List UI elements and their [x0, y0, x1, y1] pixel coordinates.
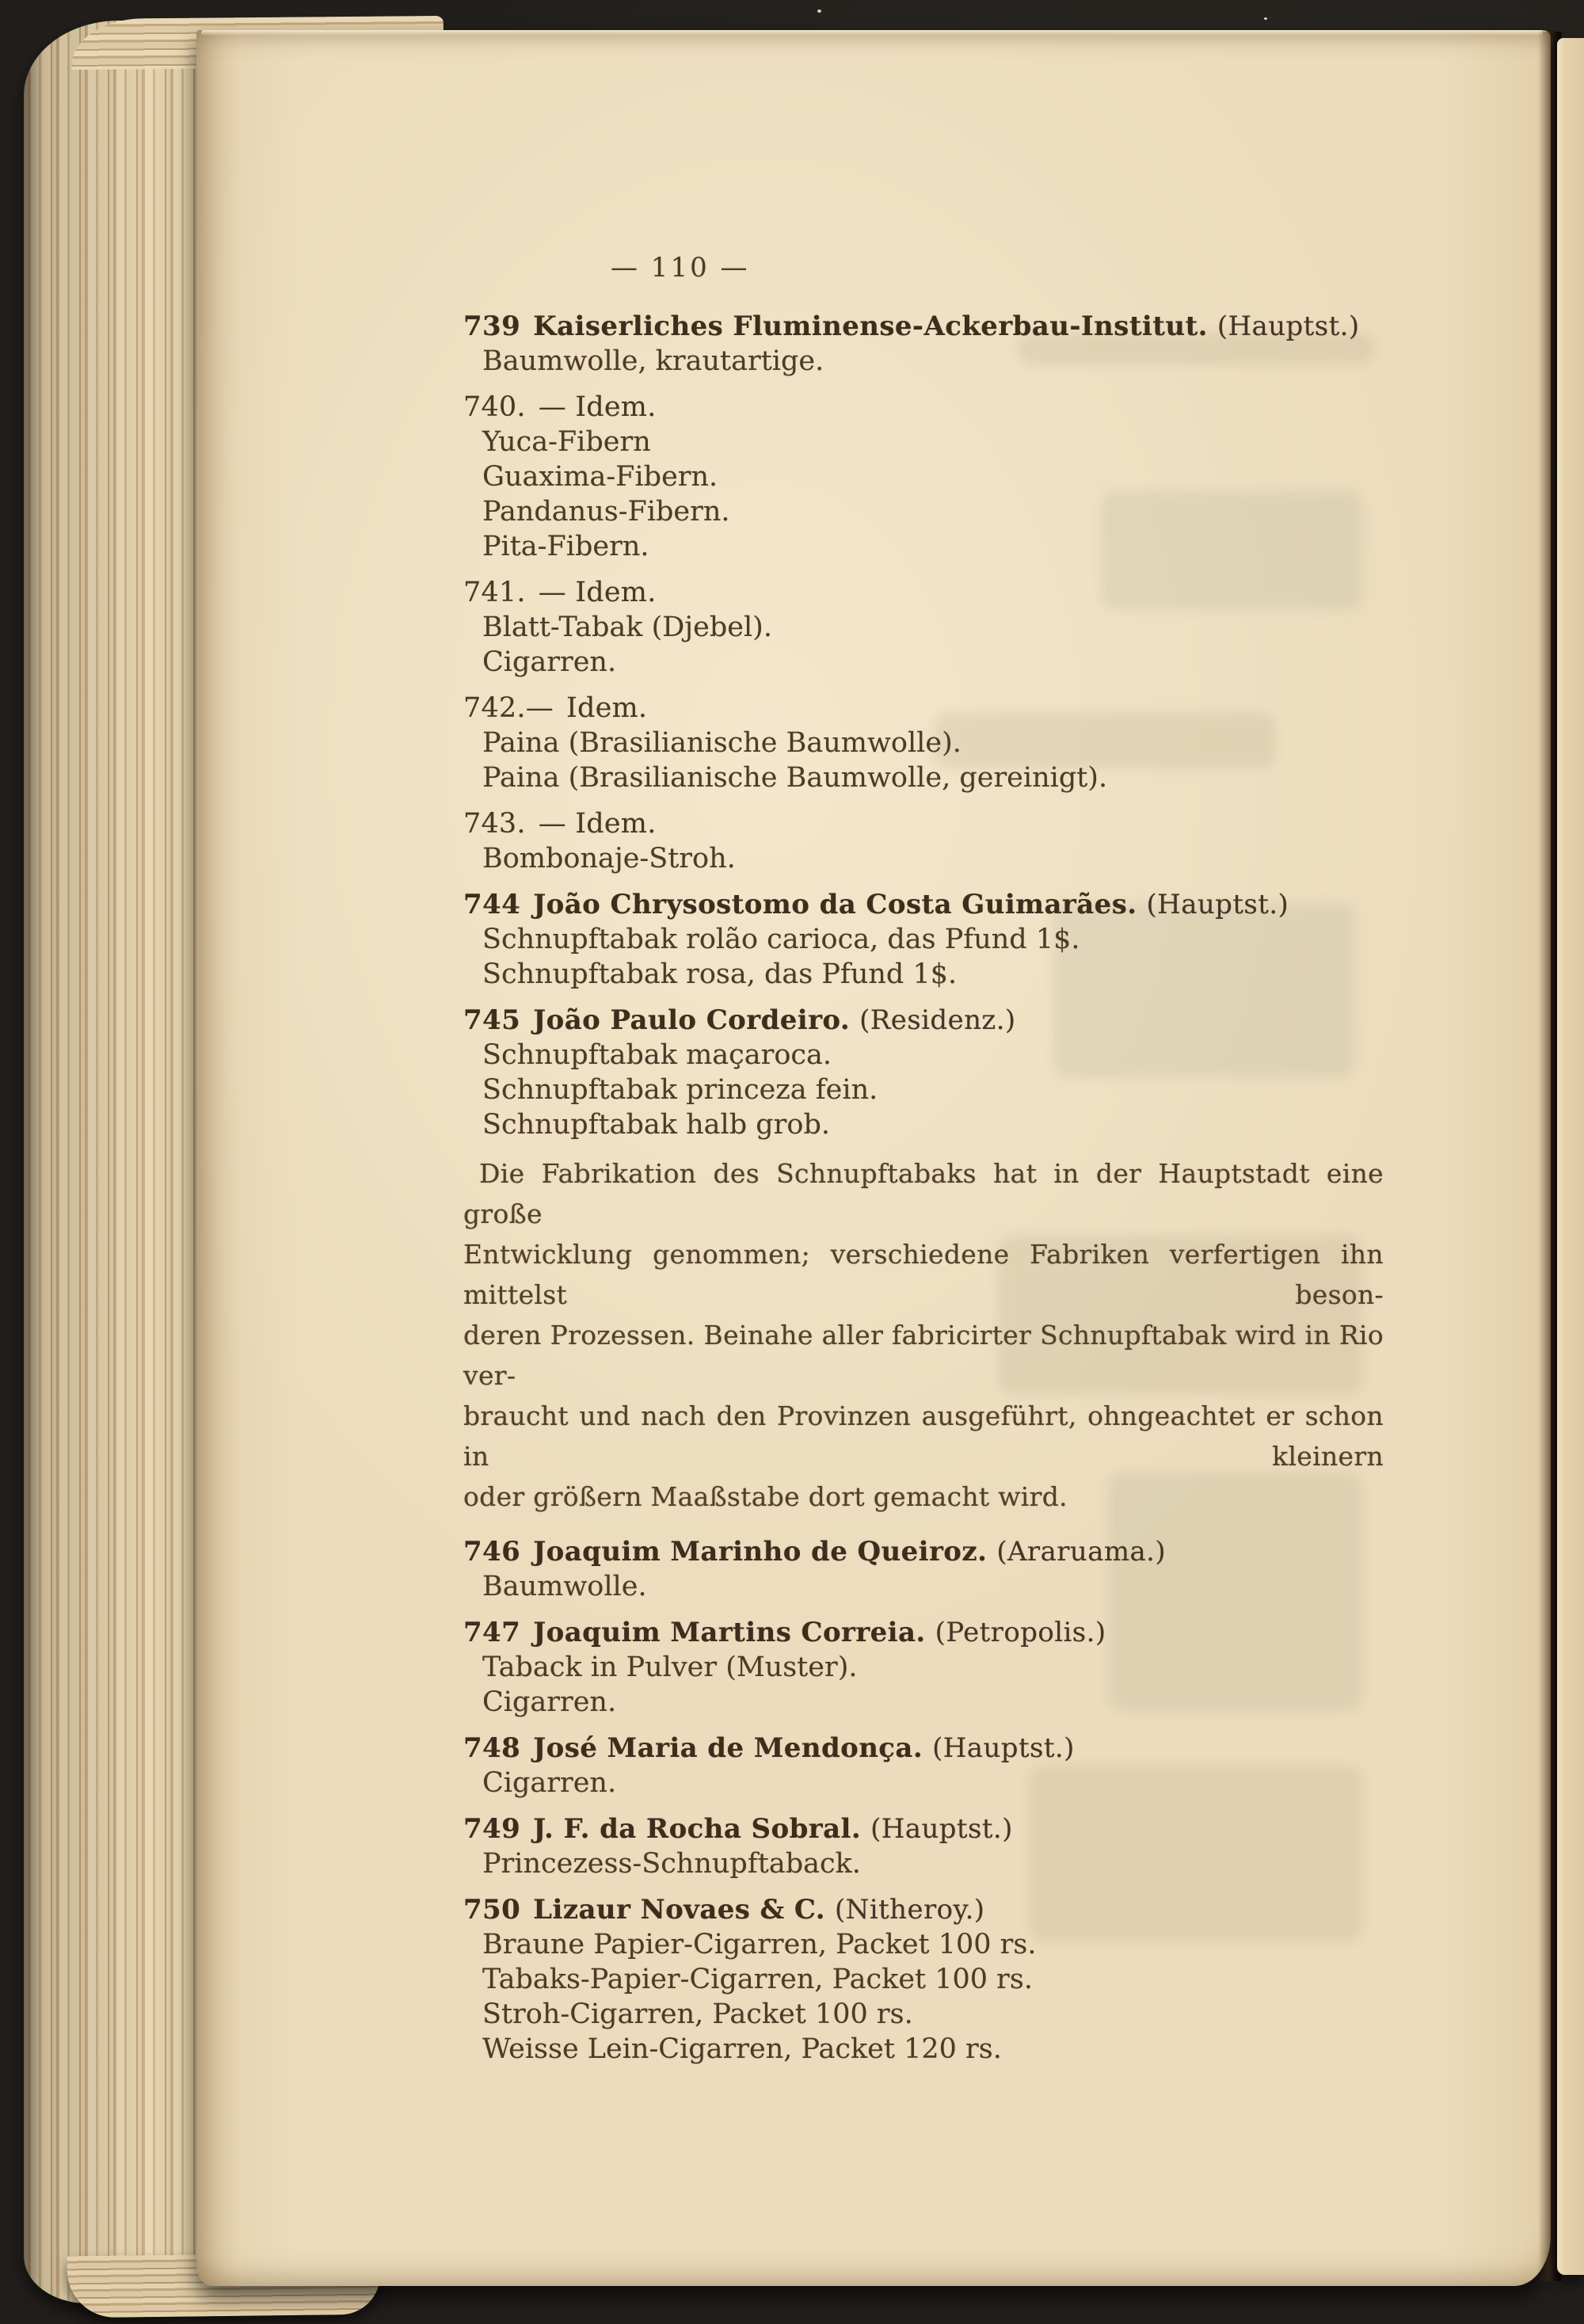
catalog-entry — [463, 806, 1384, 876]
exhibitor-location: (Residenz.) — [859, 1004, 1016, 1036]
entry-item: Braune Papier-Cigarren, Packet 100 rs. — [482, 1929, 1037, 1960]
exhibitor-name: João Chrysostomo da Costa Guimarães. — [533, 889, 1137, 920]
note-line: braucht und nach den Provinzen ausgeführt, ohngeachtet er schon in kleinern — [463, 1400, 1384, 1472]
entry-heading — [463, 806, 1384, 841]
entry-items — [463, 1038, 1384, 1142]
exhibitor-location: (Araruama.) — [996, 1536, 1167, 1568]
entry-number: 745 — [463, 1004, 521, 1036]
entry-heading — [463, 691, 1384, 726]
catalog-entry — [463, 691, 1384, 795]
entry-items — [463, 922, 1384, 992]
entry-item: Tabaks-Papier-Cigarren, Packet 100 rs. — [482, 1964, 1033, 1995]
entry-item: Schnupftabak rolão carioca, das Pfund 1$. — [482, 924, 1080, 955]
catalog-entry — [463, 309, 1384, 379]
entry-item: Stroh-Cigarren, Packet 100 rs. — [482, 1998, 913, 2030]
exhibitor-location: (Hauptst.) — [870, 1813, 1013, 1845]
entry-number: 749 — [463, 1813, 521, 1845]
next-page-edge — [1557, 38, 1584, 2275]
entry-items — [463, 841, 1384, 876]
page-text-block — [463, 252, 1384, 2078]
entry-item: Princezess-Schnupftaback. — [482, 1848, 861, 1880]
note-line: oder größern Maaßstabe dort gemacht wird. — [463, 1481, 1068, 1512]
entry-item: Pandanus-Fibern. — [482, 496, 730, 528]
entry-heading — [463, 1615, 1384, 1650]
entry-heading — [463, 390, 1384, 425]
entry-item: Cigarren. — [482, 646, 617, 678]
entry-item: Paina (Brasilianische Baumwolle). — [482, 727, 961, 759]
exhibitor-name: João Paulo Cordeiro. — [533, 1004, 851, 1036]
entry-items — [463, 1650, 1384, 1720]
entry-item: Weisse Lein-Cigarren, Packet 120 rs. — [482, 2033, 1002, 2065]
entry-items — [463, 1569, 1384, 1604]
entry-item: Baumwolle. — [482, 1571, 647, 1602]
entry-item: Baumwolle, krautartige. — [482, 345, 824, 377]
entry-number: 740. — [463, 391, 526, 423]
exhibitor-name: Idem. — [565, 692, 648, 724]
dust-speck — [1264, 17, 1267, 20]
catalog-entry — [463, 1534, 1384, 1604]
exhibitor-name: — Idem. — [538, 808, 657, 840]
entry-item: Paina (Brasilianische Baumwolle, gereinigt). — [482, 762, 1108, 794]
entry-heading — [463, 1892, 1384, 1927]
entry-number: 744 — [463, 889, 521, 920]
exhibitor-location: (Hauptst.) — [1217, 311, 1360, 342]
entry-heading — [463, 1534, 1384, 1569]
exhibitor-name: Kaiserliches Fluminense-Ackerbau-Institut. — [533, 311, 1208, 342]
page-number: — 110 — — [611, 252, 750, 284]
exhibitor-name: Lizaur Novaes & C. — [533, 1894, 825, 1926]
entry-number: 739 — [463, 311, 521, 342]
entry-number: 750 — [463, 1894, 521, 1926]
entry-number: 743. — [463, 808, 526, 840]
entry-item: Guaxima-Fibern. — [482, 461, 718, 493]
entry-item: Schnupftabak maçaroca. — [482, 1039, 832, 1071]
editorial-note — [463, 1153, 1384, 1517]
entry-item: Yuca-Fibern — [482, 426, 651, 458]
exhibitor-location: (Nitheroy.) — [835, 1894, 985, 1926]
exhibitor-name: Joaquim Martins Correia. — [533, 1617, 926, 1648]
dust-speck — [817, 10, 821, 13]
entry-number: 747 — [463, 1617, 521, 1648]
entry-items — [463, 1846, 1384, 1881]
note-line: deren Prozessen. Beinahe aller fabricirter Schnupftabak wird in Rio ver- — [463, 1320, 1384, 1391]
entry-item: Schnupftabak rosa, das Pfund 1$. — [482, 958, 958, 990]
entry-number: 748 — [463, 1732, 521, 1764]
entry-items — [463, 344, 1384, 379]
entry-item: Schnupftabak princeza fein. — [482, 1074, 878, 1106]
catalog-entry — [463, 1003, 1384, 1142]
note-line: Die Fabrikation des Schnupftabaks hat in der Hauptstadt eine große — [463, 1158, 1384, 1229]
exhibitor-name: — Idem. — [538, 577, 657, 608]
entry-items — [463, 1927, 1384, 2067]
exhibitor-name: — Idem. — [538, 391, 657, 423]
note-line: Entwicklung genommen; verschiedene Fabriken verfertigen ihn mittelst beson- — [463, 1239, 1384, 1310]
exhibitor-name: José Maria de Mendonça. — [533, 1732, 923, 1764]
entry-items — [463, 610, 1384, 680]
entry-item: Blatt-Tabak (Djebel). — [482, 611, 772, 643]
entry-items — [463, 1766, 1384, 1800]
catalog-entry — [463, 1731, 1384, 1800]
entry-items — [463, 726, 1384, 795]
exhibitor-name: J. F. da Rocha Sobral. — [533, 1813, 862, 1845]
entry-number: 742.— — [463, 692, 554, 724]
entry-heading — [463, 309, 1384, 344]
entry-number: 741. — [463, 577, 526, 608]
catalog-entry — [463, 390, 1384, 564]
entry-number: 746 — [463, 1536, 521, 1568]
entry-heading — [463, 887, 1384, 922]
exhibitor-location: (Petropolis.) — [935, 1617, 1106, 1648]
entry-item: Taback in Pulver (Muster). — [482, 1652, 858, 1683]
exhibitor-location: (Hauptst.) — [1146, 889, 1289, 920]
entry-item: Cigarren. — [482, 1767, 617, 1799]
entry-item: Cigarren. — [482, 1686, 617, 1718]
catalog-entry — [463, 1892, 1384, 2067]
catalog-entry — [463, 1615, 1384, 1720]
entry-heading — [463, 1003, 1384, 1038]
entry-items — [463, 425, 1384, 564]
catalog-entry — [463, 1812, 1384, 1881]
exhibitor-location: (Hauptst.) — [932, 1732, 1075, 1764]
catalog-sections — [463, 309, 1384, 2067]
entry-item: Bombonaje-Stroh. — [482, 843, 736, 874]
catalog-entry — [463, 887, 1384, 992]
entry-heading — [463, 575, 1384, 610]
entry-heading — [463, 1812, 1384, 1846]
catalog-entry — [463, 575, 1384, 680]
exhibitor-name: Joaquim Marinho de Queiroz. — [533, 1536, 988, 1568]
entry-item: Schnupftabak halb grob. — [482, 1109, 830, 1141]
entry-heading — [463, 1731, 1384, 1766]
entry-item: Pita-Fibern. — [482, 531, 649, 562]
